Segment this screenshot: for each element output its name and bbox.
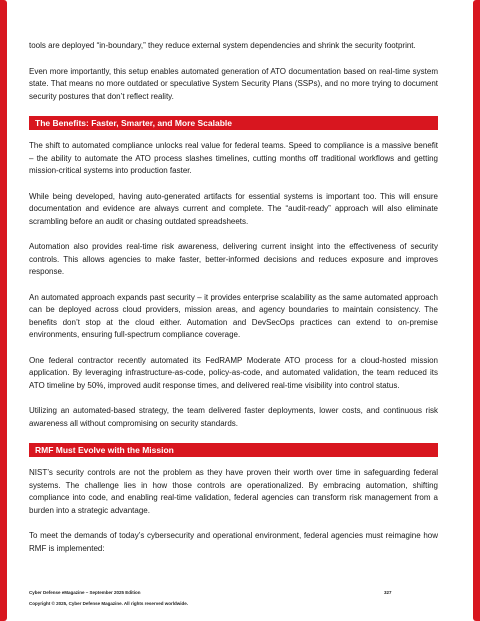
paragraph: Even more importantly, this setup enables automated generation of ATO documentation based on real-time system state. That means no more outdated or speculative System Security Plans (SSPs), and no more trying to document security postures that don’t reflect reality.: [29, 66, 438, 101]
paragraph: An automated approach expands past security – it provides enterprise scalability as the same automated approach can be deployed across cloud providers, mission areas, and agency boundaries to maintain consistency. The benefits don’t stop at the cloud either. Automation and DevSecOps practices can extend to on-premise environments, ensuring full-spectrum compliance coverage.: [29, 292, 438, 339]
article-body: [29, 40, 438, 568]
footer-copyright: Copyright © 2025, Cyber Defense Magazine. All rights reserved worldwide.: [29, 601, 188, 606]
left-accent-bar: [0, 0, 7, 621]
page-number: 327: [384, 590, 392, 595]
paragraph: tools are deployed “in-boundary,” they reduce external system dependencies and shrink the security footprint.: [29, 41, 416, 50]
paragraph: Utilizing an automated-based strategy, the team delivered faster deployments, lower costs, and continuous risk awareness all without compromising on security standards.: [29, 406, 438, 428]
paragraph: NIST’s security controls are not the problem as they have proven their worth over time in safeguarding federal systems. The challenge lies in how those controls are operationalized. By embracing automation, shifting compliance into code, and enabling real-time validation, federal agencies can transform risk management from a burden into a strategic advantage.: [29, 468, 438, 515]
paragraph: The shift to automated compliance unlocks real value for federal teams. Speed to compliance is a massive benefit – the ability to automate the ATO process slashes timelines, cutting months off traditional workflows and getting mission-critical systems into production faster.: [29, 141, 438, 175]
paragraph: To meet the demands of today’s cybersecurity and operational environment, federal agencies must reimagine how RMF is implemented:: [29, 531, 438, 553]
section-heading-rmf: RMF Must Evolve with the Mission: [29, 443, 438, 457]
paragraph: Automation also provides real-time risk awareness, delivering current insight into the effectiveness of security controls. This allows agencies to make faster, better-informed decisions and reduces exposure and improves response.: [29, 242, 438, 276]
footer-edition: Cyber Defense eMagazine – September 2025 Edition: [29, 590, 141, 595]
paragraph: While being developed, having auto-generated artifacts for essential systems is important too. This will ensure documentation and evidence are always current and complete. The “audit-ready” approach will also eliminate scrambling before an audit or chasing outdated spreadsheets.: [29, 191, 438, 226]
section-heading-benefits: The Benefits: Faster, Smarter, and More Scalable: [29, 116, 438, 130]
paragraph: One federal contractor recently automated its FedRAMP Moderate ATO process for a cloud-hosted mission application. By leveraging infrastructure-as-code, policy-as-code, and automated validation, the team reduced its ATO timeline by 50%, improved audit response times, and delivered real-time visibility into control status.: [29, 355, 438, 390]
right-accent-bar: [473, 0, 480, 621]
